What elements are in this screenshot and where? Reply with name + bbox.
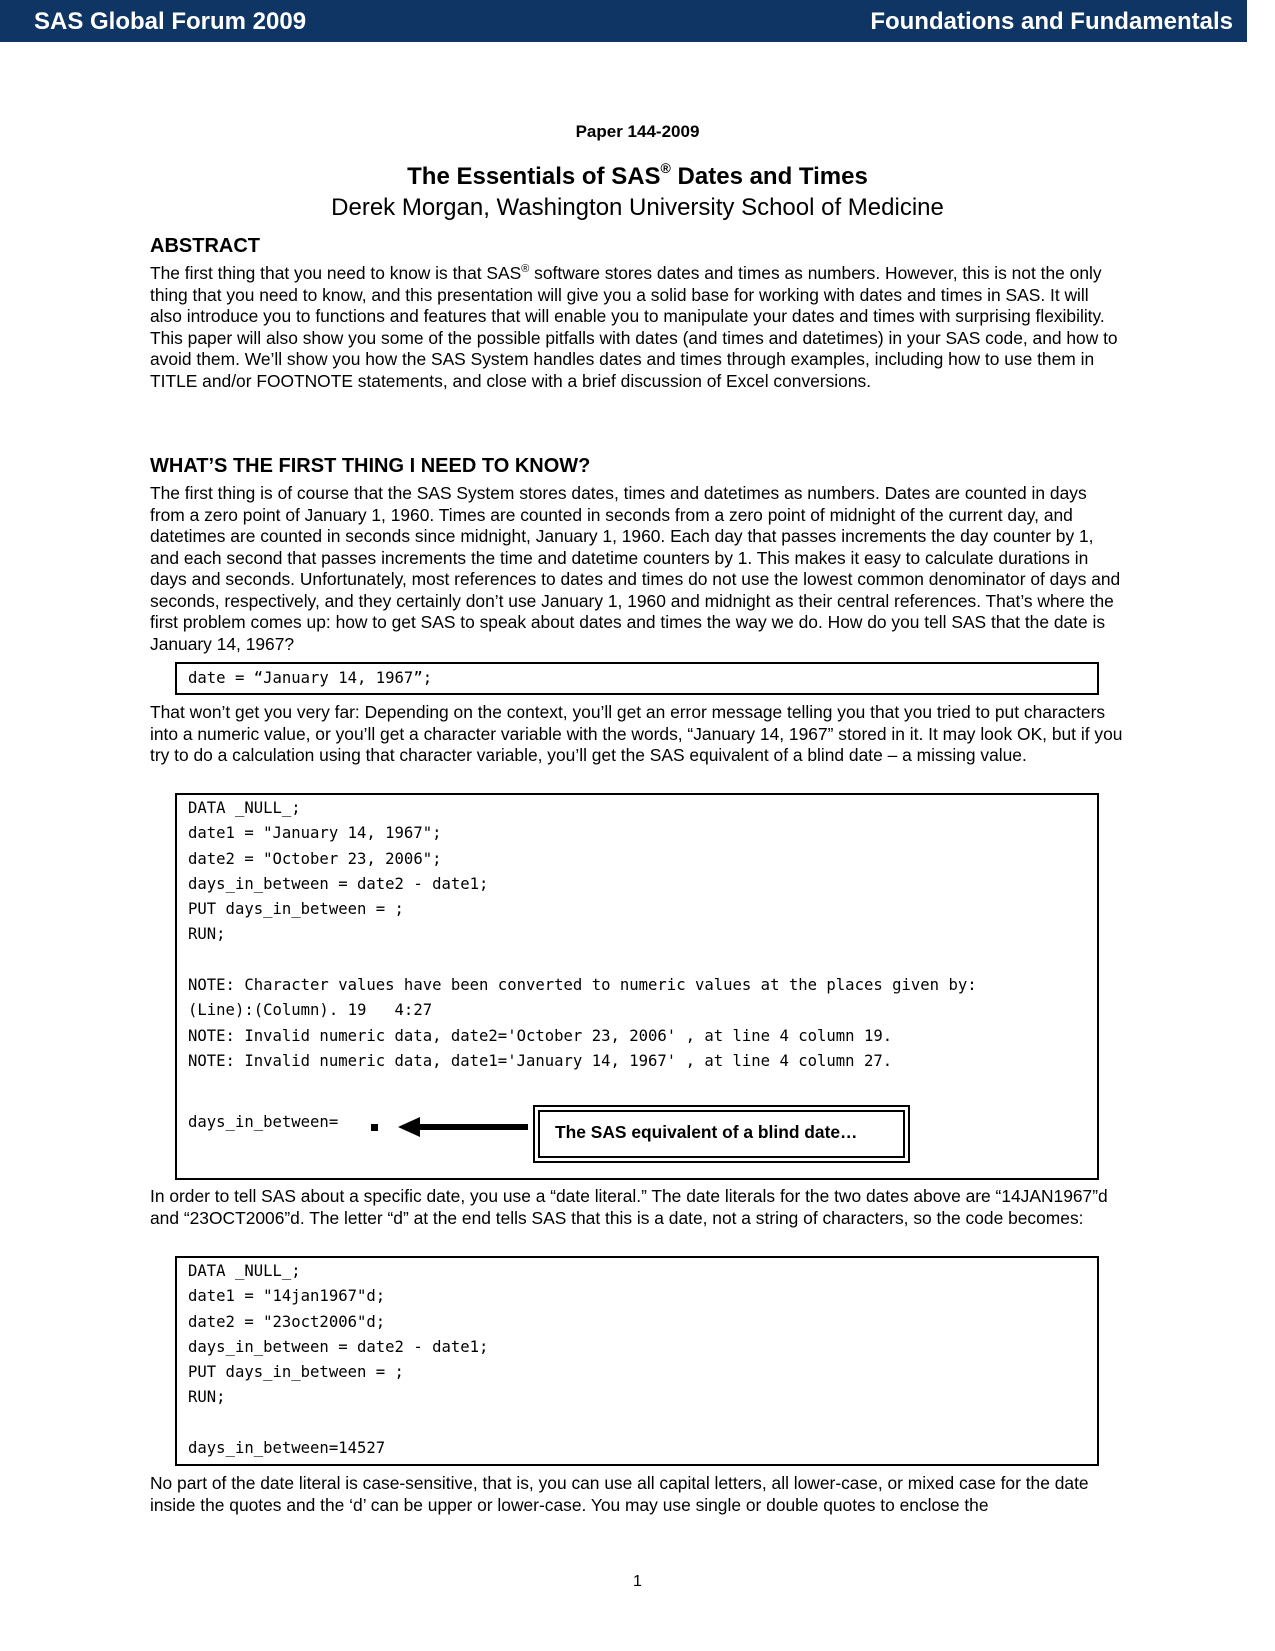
section-paragraph-4: No part of the date literal is case-sensitive, that is, you can use all capital letters, all lower-case, or mixed case for the date inside the quotes and the ‘d’ can be upper or lower-case. You may use single or double quotes to enclose the xyxy=(150,1473,1089,1515)
section-paragraph-2: That won’t get you very far: Depending on the context, you’ll get an error message telling you that you tried to put characters into a numeric value, or you’ll get a character variable with the words, “January 14, 1967” stored in it. It may look OK, but if you try to do a calculation using that character variable, you’ll get the SAS equivalent of a blind date – a missing value. xyxy=(150,702,1123,765)
code-line: NOTE: Invalid numeric data, date1='January 14, 1967' , at line 4 column 27. xyxy=(188,1051,893,1070)
code-block-1 xyxy=(175,662,1099,695)
code-block-2 xyxy=(175,793,1099,1180)
code-line: date1 = "14jan1967"d; xyxy=(188,1287,386,1306)
code-block-3 xyxy=(175,1256,1099,1466)
blind-date-row xyxy=(188,1105,1078,1165)
result-label: days_in_between= xyxy=(188,1113,339,1131)
code-line: NOTE: Character values have been converted to numeric values at the places given by: xyxy=(188,976,977,995)
code-line: days_in_between = date2 - date1; xyxy=(188,874,489,893)
section-heading: WHAT’S THE FIRST THING I NEED TO KNOW? xyxy=(150,455,591,477)
left-arrow-icon xyxy=(398,1115,528,1139)
code-line: (Line):(Column). 19 4:27 xyxy=(188,1001,433,1020)
section-paragraph-3: In order to tell SAS about a specific date, you use a “date literal.” The date literals for the two dates above are “14JAN1967”d and “23OCT2006”d. The letter “d” at the end tells SAS that this is a date, not a string of characters, so the code becomes: xyxy=(150,1186,1108,1228)
header-banner xyxy=(0,0,1247,42)
section-name: Foundations and Fundamentals xyxy=(870,8,1233,35)
code-line: RUN; xyxy=(188,925,226,944)
paper-title: The Essentials of SAS® Dates and Times xyxy=(407,160,868,190)
paper-author: Derek Morgan, Washington University School of Medicine xyxy=(331,194,944,221)
code-line: RUN; xyxy=(188,1388,226,1407)
code-line: date1 = "January 14, 1967"; xyxy=(188,824,442,843)
code-line xyxy=(188,1411,488,1436)
code-line: NOTE: Invalid numeric data, date2='October 23, 2006' , at line 4 column 19. xyxy=(188,1026,893,1045)
code-line: PUT days_in_between = ; xyxy=(188,1363,404,1382)
code-line: days_in_between = date2 - date1; xyxy=(188,1337,489,1356)
callout-text: The SAS equivalent of a blind date… xyxy=(538,1110,905,1158)
code-line: PUT days_in_between = ; xyxy=(188,900,404,919)
code-line: date2 = "October 23, 2006"; xyxy=(188,849,442,868)
page-number: 1 xyxy=(633,1573,642,1590)
code-line: date2 = "23oct2006"d; xyxy=(188,1312,386,1331)
abstract-heading: ABSTRACT xyxy=(150,235,260,257)
missing-value-dot xyxy=(371,1124,378,1131)
code-line: DATA _NULL_; xyxy=(188,1262,301,1280)
paper-number: Paper 144-2009 xyxy=(575,122,700,141)
section-paragraph-1: The first thing is of course that the SAS System stores dates, times and datetimes as numbers. Dates are counted in days from a zero point of January 1, 1960. Times are counted in seconds from a zero point of midnight of the current day, and datetimes are counted in seconds since midnight, January 1, 1960. Each day that passes increments the day counter by 1, and each second that passes increments the time and datetime counters by 1. This makes it easy to calculate durations in days and seconds. Unfortunately, most references to dates and times do not use the lowest common denominator of days and seconds, respectively, and they certainly don’t use January 1, 1960 and midnight as their central references. That’s where the first problem comes up: how to get SAS to speak about dates and times the way we do. How do you tell SAS that the date is January 14, 1967? xyxy=(150,483,1121,654)
code-line: DATA _NULL_; xyxy=(188,799,301,817)
code-line: days_in_between=14527 xyxy=(188,1439,386,1458)
conference-name: SAS Global Forum 2009 xyxy=(34,8,307,35)
abstract-text: The first thing that you need to know is that SAS® software stores dates and times as numbers. However, this is not the only thing that you need to know, and this presentation will give you a solid base for working with dates and times in SAS. It will also introduce you to functions and features that will enable you to manipulate your dates and times with surprising flexibility. This paper will also show you some of the possible pitfalls with dates (and times and datetimes) in your SAS code, and how to avoid them. We’ll show you how the SAS System handles dates and times through examples, including how to use them in TITLE and/or FOOTNOTE statements, and close with a brief discussion of Excel conversions. xyxy=(150,263,1118,391)
code-line: date = “January 14, 1967”; xyxy=(188,669,433,687)
callout-box xyxy=(533,1105,910,1163)
code-line xyxy=(188,948,977,973)
